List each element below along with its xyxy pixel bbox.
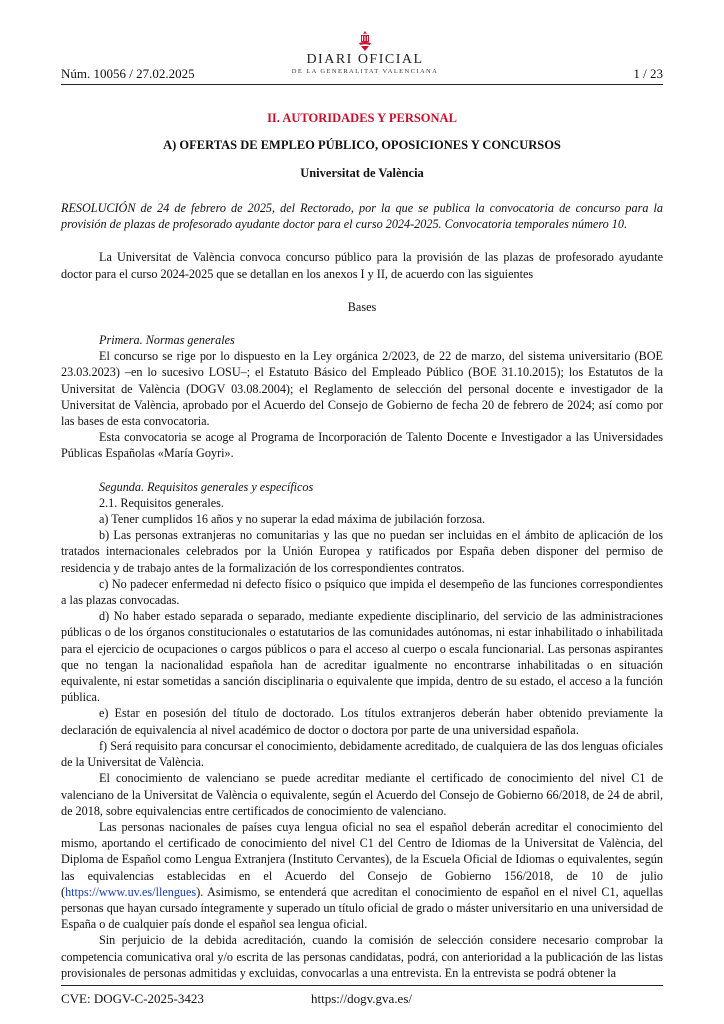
footer-url[interactable]: https://dogv.gva.es/ bbox=[311, 991, 412, 1006]
requirement-d: d) No haber estado separada o separado, mediante expediente disciplinario, del servicio de las administraciones públicas o de los órganos constitucionales o estatutarios de las comunidades autónomas, ni estar inhabilitado o inhabilitada para el ejercicio de ocupaciones o cargos públicos o para el acceso al cuerpo o escala funcionarial. Las personas aspirantes que no tengan la nacionalidad española han de acreditar igualmente no encontrarse inhabilitadas o en situación equivalente, ni estar sometidas a sanción disciplinaria o equivalente que impida, dentro de su estado, el acceso a la función pública. bbox=[61, 609, 663, 705]
espanol-text-end: ). Asimismo, se entenderá que acreditan el conocimiento de español en el nivel C1, aquellas personas que hayan cursado íntegramente y superado un título oficial de grado o máster universitario en una universidad de España o de cualquier país donde el español sea lengua oficial. bbox=[61, 884, 663, 932]
requirement-e: e) Estar en posesión del título de doctorado. Los títulos extranjeros deberán haber obtenido previamente la declaración de equivalencia al nivel académico de doctor o doctora por parte de una universidad española. bbox=[61, 706, 663, 737]
logo-title: DIARI OFICIAL bbox=[306, 52, 424, 67]
generalitat-emblem-icon bbox=[355, 30, 375, 52]
issue-number: Núm. 10056 / 27.02.2025 bbox=[61, 66, 195, 81]
page-number: 1 / 23 bbox=[633, 66, 663, 81]
document-body bbox=[61, 200, 663, 981]
segunda-heading: Segunda. Requisitos generales y específicos bbox=[99, 479, 314, 494]
espanol-text-start: Las personas nacionales de países cuya lengua oficial no sea el español deberán acreditar el conocimiento del mismo, aportando el certificado de conocimiento del nivel C1 del Centro de Idiomas de la Universitat de València, del Diploma de Español como Lengua Extranjera (Instituto Cervantes), de la Escuela Oficial de Idiomas o equivalentes, según las equivalencias establecidas en el Acuerdo del Consejo de Gobierno 156/2018, de 10 de julio ( bbox=[61, 819, 663, 899]
primera-paragraph-1: El concurso se rige por lo dispuesto en la Ley orgánica 2/2023, de 22 de marzo, del sistema universitario (BOE 23.03.2023) –en lo sucesivo LOSU–; el Estatuto Básico del Empleado Público (BOE 31.10.2015); los Estatutos de la Universitat de València (DOGV 03.08.2004); el Reglamento de selección del personal docente e investigador de la Universitat de València, aprobado por el Acuerdo del Consejo de Gobierno de fecha 20 de febrero de 2024; así como por las bases de esta convocatoria. bbox=[61, 349, 663, 429]
resolution-text: RESOLUCIÓN de 24 de febrero de 2025, del Rectorado, por la que se publica la convocatoria de concurso para la provisión de plazas de profesorado ayudante doctor para el curso 2024-2025. Convocatoria temporales número 10. bbox=[61, 201, 663, 232]
valenciano-paragraph: El conocimiento de valenciano se puede acreditar mediante el certificado de conocimiento del nivel C1 de valenciano de la Universitat de València o equivalente, según el Acuerdo del Consejo de Gobierno 66/2018, de 24 de abril, de 2018, sobre equivalencias entre certificados de conocimiento de valenciano. bbox=[61, 771, 663, 818]
primera-paragraph-2: Esta convocatoria se acoge al Programa de Incorporación de Talento Docente e Investigador a las Universidades Públicas Españolas «María Goyri». bbox=[61, 430, 663, 461]
logo-subtitle: DE LA GENERALITAT VALENCIANA bbox=[291, 68, 439, 75]
cve-code: CVE: DOGV-C-2025-3423 bbox=[61, 991, 204, 1006]
espanol-paragraph bbox=[61, 819, 663, 932]
requirement-f: f) Será requisito para concursar el conocimiento, debidamente acreditado, de cualquiera de las dos lenguas oficiales de la Universitat de València. bbox=[61, 738, 663, 770]
intro-paragraph: La Universitat de València convoca concurso público para la provisión de las plazas de profesorado ayudante doctor para el curso 2024-2025 que se detallan en los anexos I y II, de acuerdo con las siguientes bbox=[61, 250, 663, 281]
dogv-logo bbox=[285, 30, 445, 84]
segunda-subheading: 2.1. Requisitos generales. bbox=[99, 495, 224, 510]
requirement-c: c) No padecer enfermedad ni defecto físico o psíquico que impida el desempeño de las funciones correspondientes a las plazas convocadas. bbox=[61, 576, 663, 608]
primera-heading: Primera. Normas generales bbox=[99, 333, 235, 348]
requirement-b: b) Las personas extranjeras no comunitarias y las que no puedan ser incluidas en el ámbito de aplicación de los tratados internacionales celebrados por la Unión Europea y ratificados por España deben disponer del permiso de residencia y de trabajo antes de la formalización de los correspondientes contratos. bbox=[61, 528, 663, 575]
bases-heading: Bases bbox=[347, 299, 377, 314]
section-title: II. AUTORIDADES Y PERSONAL bbox=[267, 111, 457, 125]
sin-perjuicio-paragraph: Sin perjuicio de la debida acreditación, cuando la comisión de selección considere necesario comprobar la competencia comunicativa oral y/o escrita de las personas candidatas, podrá, con anterioridad a la publicación de las listas provisionales de personas admitidas y excluidas, convocarlas a una entrevista. En la entrevista se podrá obtener la bbox=[61, 933, 663, 980]
header-divider bbox=[61, 84, 663, 85]
llengues-link[interactable]: https://www.uv.es/llengues bbox=[65, 884, 197, 899]
footer-divider bbox=[61, 985, 663, 986]
requirement-a: a) Tener cumplidos 16 años y no superar la edad máxima de jubilación forzosa. bbox=[99, 512, 486, 527]
subsection-title: A) OFERTAS DE EMPLEO PÚBLICO, OPOSICIONES Y CONCURSOS bbox=[163, 138, 561, 152]
institution-title: Universitat de València bbox=[300, 166, 424, 180]
